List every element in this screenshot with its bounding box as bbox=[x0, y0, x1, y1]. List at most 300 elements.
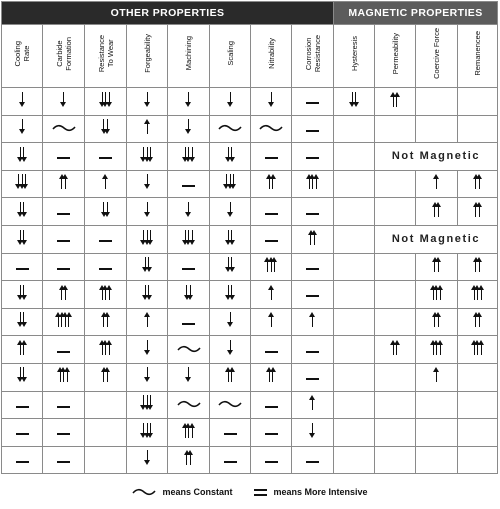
magnetic-properties-header: MAGNETIC PROPERTIES bbox=[334, 2, 498, 25]
arrows-up-3-icon bbox=[59, 367, 69, 383]
column-header bbox=[375, 25, 416, 88]
tilde-icon bbox=[52, 120, 76, 136]
table-cell bbox=[210, 281, 251, 309]
arrow-down-icon bbox=[148, 257, 151, 272]
dash-icon bbox=[57, 399, 70, 415]
arrow-down-icon bbox=[231, 285, 234, 300]
dash-icon bbox=[57, 344, 70, 360]
arrows-down-1-icon bbox=[270, 91, 273, 107]
dash-icon bbox=[306, 206, 319, 222]
table-row bbox=[2, 225, 498, 253]
arrows-up-3-icon bbox=[101, 284, 111, 300]
table-cell bbox=[375, 253, 416, 281]
arrow-down-icon bbox=[231, 257, 234, 272]
arrows-down-1-icon bbox=[229, 312, 232, 328]
arrows-down-2-icon bbox=[19, 229, 25, 245]
table-cell bbox=[375, 308, 416, 336]
column-header bbox=[85, 25, 127, 88]
table-row bbox=[2, 419, 498, 447]
table-body bbox=[2, 88, 498, 474]
dash-icon bbox=[265, 426, 278, 442]
arrow-down-icon bbox=[21, 119, 24, 134]
table-cell bbox=[168, 115, 210, 143]
table-cell bbox=[292, 88, 334, 116]
table-row bbox=[2, 88, 498, 116]
table-cell bbox=[210, 308, 251, 336]
table-cell bbox=[43, 253, 85, 281]
properties-table bbox=[1, 1, 498, 474]
table-cell bbox=[43, 391, 85, 419]
table-cell bbox=[458, 88, 498, 116]
table-cell bbox=[127, 446, 168, 474]
dash-icon bbox=[265, 344, 278, 360]
arrow-down-icon bbox=[189, 285, 192, 300]
table-cell bbox=[416, 336, 458, 364]
arrow-down-icon bbox=[149, 423, 152, 438]
dash-icon bbox=[99, 150, 112, 166]
table-cell bbox=[334, 419, 375, 447]
table-cell bbox=[334, 308, 375, 336]
table-cell bbox=[292, 336, 334, 364]
dash-icon bbox=[16, 399, 29, 415]
column-header-label: Resistance To Wear bbox=[96, 34, 115, 73]
table-row bbox=[2, 170, 498, 198]
arrows-down-1-icon bbox=[187, 201, 190, 217]
dash-icon bbox=[265, 233, 278, 249]
arrows-down-3-icon bbox=[184, 146, 194, 162]
table-cell bbox=[2, 281, 43, 309]
column-header-label: Hysteresis bbox=[349, 35, 359, 71]
table-cell bbox=[334, 363, 375, 391]
arrows-down-1-icon bbox=[21, 91, 24, 107]
arrows-down-3-icon bbox=[101, 91, 111, 107]
arrows-up-1-icon bbox=[311, 312, 314, 328]
arrows-up-3-icon bbox=[101, 339, 111, 355]
table-cell bbox=[168, 281, 210, 309]
table-cell bbox=[168, 253, 210, 281]
column-header-label: Machining bbox=[184, 36, 193, 71]
dash-icon bbox=[57, 261, 70, 277]
arrows-down-3-icon bbox=[142, 146, 152, 162]
table-cell bbox=[2, 198, 43, 226]
arrows-up-3-icon bbox=[432, 339, 442, 355]
legend-intensive bbox=[254, 487, 367, 497]
table-cell bbox=[168, 198, 210, 226]
arrows-up-1-icon bbox=[146, 119, 149, 135]
dash-icon bbox=[224, 454, 237, 470]
arrow-down-icon bbox=[149, 230, 152, 245]
arrows-up-1-icon bbox=[311, 395, 314, 411]
column-header-label: Nitrability bbox=[266, 38, 276, 69]
arrow-down-icon bbox=[23, 230, 26, 245]
dash-icon bbox=[182, 178, 195, 194]
arrows-down-2-icon bbox=[103, 119, 109, 135]
table-cell bbox=[416, 253, 458, 281]
table-cell bbox=[334, 143, 375, 171]
column-header-label: Forgeability bbox=[142, 34, 152, 73]
arrow-up-icon bbox=[437, 257, 440, 272]
table-cell bbox=[210, 198, 251, 226]
arrow-up-icon bbox=[437, 312, 440, 327]
dash-icon bbox=[306, 150, 319, 166]
arrows-up-3-icon bbox=[184, 422, 194, 438]
arrows-down-1-icon bbox=[62, 91, 65, 107]
arrow-up-icon bbox=[106, 367, 109, 382]
arrows-up-3-icon bbox=[266, 257, 276, 273]
arrows-up-2-icon bbox=[186, 450, 192, 466]
dash-icon bbox=[306, 288, 319, 304]
dash-icon bbox=[306, 454, 319, 470]
arrows-down-2-icon bbox=[227, 284, 233, 300]
arrow-down-icon bbox=[231, 230, 234, 245]
table-cell bbox=[210, 115, 251, 143]
arrow-down-icon bbox=[187, 367, 190, 382]
arrows-up-1-icon bbox=[146, 312, 149, 328]
arrows-up-2-icon bbox=[475, 312, 481, 328]
dash-icon bbox=[182, 261, 195, 277]
table-cell bbox=[43, 363, 85, 391]
arrow-up-icon bbox=[146, 312, 149, 327]
table-cell bbox=[2, 170, 43, 198]
arrow-up-icon bbox=[272, 367, 275, 382]
not-magnetic-label: Not Magnetic bbox=[375, 143, 498, 171]
table-cell bbox=[127, 281, 168, 309]
table-cell bbox=[127, 170, 168, 198]
arrow-up-icon bbox=[272, 174, 275, 189]
table-cell bbox=[334, 281, 375, 309]
arrow-down-icon bbox=[146, 174, 149, 189]
arrow-up-icon bbox=[23, 340, 26, 355]
column-header bbox=[292, 25, 334, 88]
arrows-up-2-icon bbox=[61, 284, 67, 300]
table-cell bbox=[458, 308, 498, 336]
table-cell bbox=[416, 391, 458, 419]
table-cell bbox=[210, 336, 251, 364]
arrows-up-2-icon bbox=[227, 367, 233, 383]
table-cell bbox=[85, 446, 127, 474]
arrows-up-3-icon bbox=[473, 339, 483, 355]
table-cell bbox=[85, 281, 127, 309]
tilde-icon bbox=[177, 341, 201, 357]
arrows-up-2-icon bbox=[434, 201, 440, 217]
arrows-up-2-icon bbox=[392, 339, 398, 355]
column-header-label: Remanencee bbox=[473, 31, 482, 76]
arrow-down-icon bbox=[23, 367, 26, 382]
table-cell bbox=[43, 225, 85, 253]
table-cell bbox=[43, 115, 85, 143]
arrow-up-icon bbox=[146, 119, 149, 134]
table-cell bbox=[334, 170, 375, 198]
arrow-down-icon bbox=[191, 147, 194, 162]
table-cell bbox=[292, 170, 334, 198]
arrows-up-2-icon bbox=[268, 174, 274, 190]
table-cell bbox=[168, 308, 210, 336]
arrow-down-icon bbox=[191, 230, 194, 245]
arrows-down-3-icon bbox=[184, 229, 194, 245]
table-cell bbox=[334, 391, 375, 419]
table-cell bbox=[416, 419, 458, 447]
arrows-down-1-icon bbox=[311, 422, 314, 438]
table-cell bbox=[292, 225, 334, 253]
arrow-up-icon bbox=[311, 395, 314, 410]
arrow-up-icon bbox=[439, 285, 442, 300]
arrow-down-icon bbox=[149, 147, 152, 162]
arrows-up-2-icon bbox=[392, 91, 398, 107]
table-cell bbox=[127, 225, 168, 253]
legend-intensive-label: means More Intensive bbox=[273, 487, 368, 497]
arrows-down-2-icon bbox=[19, 201, 25, 217]
arrow-up-icon bbox=[435, 367, 438, 382]
table-cell bbox=[458, 281, 498, 309]
column-header bbox=[334, 25, 375, 88]
column-header bbox=[251, 25, 292, 88]
arrow-down-icon bbox=[23, 202, 26, 217]
column-header bbox=[416, 25, 458, 88]
table-cell bbox=[85, 336, 127, 364]
arrows-down-2-icon bbox=[19, 367, 25, 383]
legend bbox=[0, 480, 500, 504]
arrow-down-icon bbox=[229, 92, 232, 107]
table-cell bbox=[375, 198, 416, 226]
arrows-up-1-icon bbox=[270, 284, 273, 300]
arrow-up-icon bbox=[66, 367, 69, 382]
table-cell bbox=[251, 363, 292, 391]
table-row bbox=[2, 253, 498, 281]
table-cell bbox=[43, 170, 85, 198]
table-cell bbox=[2, 308, 43, 336]
dash-icon bbox=[57, 426, 70, 442]
arrows-down-3-icon bbox=[142, 229, 152, 245]
table-cell bbox=[251, 170, 292, 198]
arrows-down-1-icon bbox=[229, 91, 232, 107]
arrows-down-1-icon bbox=[146, 367, 149, 383]
table-cell bbox=[292, 281, 334, 309]
table-cell bbox=[251, 281, 292, 309]
arrow-up-icon bbox=[191, 423, 194, 438]
arrow-up-icon bbox=[478, 257, 481, 272]
table-cell bbox=[43, 308, 85, 336]
table-cell bbox=[210, 419, 251, 447]
arrows-down-3-icon bbox=[142, 422, 152, 438]
table-cell bbox=[168, 143, 210, 171]
table-cell bbox=[251, 88, 292, 116]
arrows-down-2-icon bbox=[186, 284, 192, 300]
arrow-up-icon bbox=[396, 92, 399, 107]
dash-icon bbox=[16, 426, 29, 442]
table-cell bbox=[292, 198, 334, 226]
table-cell bbox=[375, 363, 416, 391]
table-row bbox=[2, 115, 498, 143]
table-cell bbox=[168, 336, 210, 364]
tilde-icon bbox=[218, 396, 242, 412]
table-cell bbox=[168, 88, 210, 116]
arrow-up-icon bbox=[439, 340, 442, 355]
table-cell bbox=[375, 88, 416, 116]
arrows-up-2-icon bbox=[19, 339, 25, 355]
table-cell bbox=[416, 281, 458, 309]
table-cell bbox=[85, 88, 127, 116]
table-cell bbox=[251, 225, 292, 253]
arrow-down-icon bbox=[106, 202, 109, 217]
arrows-down-1-icon bbox=[187, 367, 190, 383]
arrows-up-2-icon bbox=[434, 312, 440, 328]
arrow-up-icon bbox=[478, 312, 481, 327]
arrows-down-3-icon bbox=[17, 174, 27, 190]
table-cell bbox=[85, 225, 127, 253]
table-cell bbox=[292, 308, 334, 336]
dash-icon bbox=[265, 150, 278, 166]
dash-icon bbox=[99, 261, 112, 277]
arrow-up-icon bbox=[273, 257, 276, 272]
arrows-down-1-icon bbox=[146, 91, 149, 107]
arrows-up-1-icon bbox=[270, 312, 273, 328]
table-row bbox=[2, 336, 498, 364]
arrow-down-icon bbox=[146, 202, 149, 217]
arrow-up-icon bbox=[311, 312, 314, 327]
table-cell bbox=[334, 446, 375, 474]
arrow-up-icon bbox=[68, 312, 71, 327]
table-cell bbox=[458, 446, 498, 474]
legend-constant bbox=[132, 487, 232, 497]
column-header-label: Permeability bbox=[390, 32, 400, 75]
column-header bbox=[43, 25, 85, 88]
arrow-up-icon bbox=[435, 174, 438, 189]
arrow-down-icon bbox=[187, 92, 190, 107]
table-cell bbox=[458, 115, 498, 143]
table-cell bbox=[416, 170, 458, 198]
table-cell bbox=[375, 419, 416, 447]
arrow-down-icon bbox=[231, 147, 234, 162]
table-cell bbox=[127, 363, 168, 391]
arrows-up-1-icon bbox=[435, 367, 438, 383]
table-cell bbox=[43, 446, 85, 474]
arrows-down-1-icon bbox=[187, 91, 190, 107]
table-cell bbox=[334, 253, 375, 281]
table-cell bbox=[251, 336, 292, 364]
column-header-label: Carbide Formation bbox=[54, 36, 73, 71]
other-properties-header: OTHER PROPERTIES bbox=[2, 2, 334, 25]
table-cell bbox=[210, 363, 251, 391]
arrows-up-4-icon bbox=[57, 312, 70, 328]
arrow-down-icon bbox=[148, 285, 151, 300]
arrows-down-2-icon bbox=[227, 257, 233, 273]
table-cell bbox=[416, 363, 458, 391]
column-header-label: Coercive Force bbox=[432, 28, 441, 79]
tilde-icon bbox=[132, 487, 156, 497]
table-cell bbox=[458, 253, 498, 281]
arrow-down-icon bbox=[146, 367, 149, 382]
dash-icon bbox=[306, 371, 319, 387]
table-cell bbox=[292, 419, 334, 447]
column-header bbox=[127, 25, 168, 88]
table-cell bbox=[85, 363, 127, 391]
arrows-down-1-icon bbox=[229, 201, 232, 217]
table-cell bbox=[210, 225, 251, 253]
table-cell bbox=[292, 253, 334, 281]
arrows-up-3-icon bbox=[308, 174, 318, 190]
table-cell bbox=[43, 419, 85, 447]
table-cell bbox=[127, 115, 168, 143]
dash-icon bbox=[16, 261, 29, 277]
arrow-up-icon bbox=[108, 285, 111, 300]
table-cell bbox=[168, 225, 210, 253]
arrows-down-2-icon bbox=[227, 146, 233, 162]
equals-icon bbox=[254, 489, 267, 496]
table-cell bbox=[85, 143, 127, 171]
arrows-down-2-icon bbox=[351, 91, 357, 107]
arrow-down-icon bbox=[149, 395, 152, 410]
table-cell bbox=[416, 308, 458, 336]
table-cell bbox=[416, 115, 458, 143]
arrow-down-icon bbox=[146, 450, 149, 465]
not-magnetic-label: Not Magnetic bbox=[375, 225, 498, 253]
arrow-down-icon bbox=[232, 174, 235, 189]
arrow-down-icon bbox=[62, 92, 65, 107]
table-cell bbox=[251, 419, 292, 447]
arrow-up-icon bbox=[396, 340, 399, 355]
table-cell bbox=[168, 446, 210, 474]
arrow-down-icon bbox=[229, 340, 232, 355]
table-cell bbox=[2, 253, 43, 281]
table-cell bbox=[85, 308, 127, 336]
arrows-down-1-icon bbox=[21, 119, 24, 135]
arrows-down-2-icon bbox=[227, 229, 233, 245]
arrow-down-icon bbox=[187, 119, 190, 134]
arrow-down-icon bbox=[108, 92, 111, 107]
table-cell bbox=[251, 446, 292, 474]
table-cell bbox=[334, 225, 375, 253]
table-cell bbox=[43, 281, 85, 309]
arrow-up-icon bbox=[108, 340, 111, 355]
arrow-up-icon bbox=[313, 230, 316, 245]
table-cell bbox=[210, 446, 251, 474]
table-cell bbox=[2, 336, 43, 364]
table-cell bbox=[416, 88, 458, 116]
arrows-down-1-icon bbox=[187, 119, 190, 135]
table-cell bbox=[375, 446, 416, 474]
arrows-up-2-icon bbox=[61, 174, 67, 190]
table-cell bbox=[375, 281, 416, 309]
table-cell bbox=[127, 198, 168, 226]
table-cell bbox=[251, 391, 292, 419]
table-cell bbox=[127, 336, 168, 364]
table-cell bbox=[251, 115, 292, 143]
arrow-down-icon bbox=[229, 202, 232, 217]
table-cell bbox=[127, 88, 168, 116]
table-cell bbox=[334, 336, 375, 364]
table-cell bbox=[458, 198, 498, 226]
table-cell bbox=[458, 391, 498, 419]
dash-icon bbox=[57, 206, 70, 222]
dash-icon bbox=[306, 123, 319, 139]
table-cell bbox=[458, 363, 498, 391]
table-cell bbox=[85, 419, 127, 447]
arrows-up-2-icon bbox=[434, 257, 440, 273]
arrows-down-2-icon bbox=[19, 284, 25, 300]
table-cell bbox=[85, 170, 127, 198]
arrows-down-3-icon bbox=[142, 395, 152, 411]
arrow-up-icon bbox=[231, 367, 234, 382]
arrow-up-icon bbox=[189, 450, 192, 465]
table-cell bbox=[2, 446, 43, 474]
arrows-up-1-icon bbox=[104, 174, 107, 190]
table-cell bbox=[127, 253, 168, 281]
table-cell bbox=[85, 391, 127, 419]
arrows-up-2-icon bbox=[475, 257, 481, 273]
table-cell bbox=[168, 391, 210, 419]
arrow-down-icon bbox=[355, 92, 358, 107]
table-cell bbox=[292, 391, 334, 419]
